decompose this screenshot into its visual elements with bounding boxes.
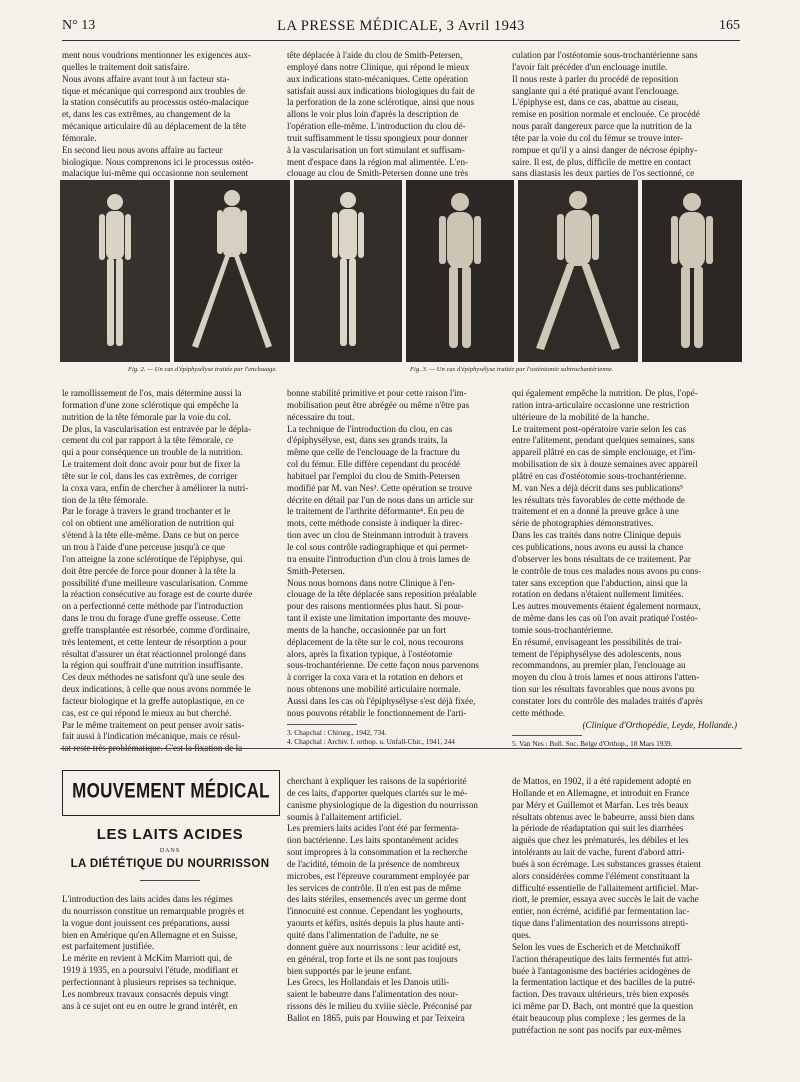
text-line: quelles le traitement doit satisfaire. <box>62 61 190 72</box>
text-line: d'épiphysélyse, est, dans ses grands traits, la <box>287 435 448 446</box>
text-line: allons le voir plus loin d'après la description de <box>287 109 459 120</box>
text-line: ques. <box>512 929 531 940</box>
figure-photographs <box>60 180 742 362</box>
footnote: 5. Van Nes : Bull. Soc. Belge d'Orthop., 18 Mars 1939. <box>512 739 673 749</box>
text-line: la réaction consécutive au forage est de courte durée <box>62 589 253 600</box>
text-line: de Mattos, en 1902, il a été rapidement adopté en <box>512 776 692 786</box>
text-line: tion avec un clou de Steinmann introduit à travers <box>287 530 469 541</box>
text-line: donnent guère aux nourrissons : leur acidité est, <box>287 941 461 952</box>
text-line: ultérieure de la mobilité de la hanche. <box>512 411 650 422</box>
text-line: col on obtient une amélioration de nutrition qui <box>62 518 234 529</box>
text-line: culation par l'ostéotomie sous-trochantérienne sans <box>512 50 698 60</box>
text-line: s'étend à la tête elle-même. Dans ce but on perce <box>62 530 239 541</box>
text-line: saire. Il est, de plus, difficile de mettre en contact <box>512 156 692 167</box>
text-line: nous obtenons une mobilité articulaire normale. <box>287 684 461 695</box>
text-line: on a perfectionné cette méthode par l'introduction <box>62 601 243 612</box>
text-line: dans le trou du forage d'une greffe osseuse. Cette <box>62 613 241 624</box>
text-line: mécanique articulaire dû au déplacement de la tête <box>62 121 247 132</box>
text-line: deux indications, à celle que nous avons nommée le <box>62 684 251 695</box>
text-line: l'avoir fait précéder d'un enclouage inutile. <box>512 61 668 72</box>
figure-3-photo-rotation <box>642 180 742 362</box>
text-line: décrite en détail par l'un de nous dans un article sur <box>287 494 474 505</box>
text-line: d'observer les bons résultats de ce traitement. Par <box>512 553 691 564</box>
text-line: la station consécutifs au processus ostéo-malacique <box>62 97 249 108</box>
text-line: facteur biologique et la greffe autoplastique, en ce <box>62 695 245 706</box>
text-line: malacique lui-même qui occasionne non seulement <box>62 168 249 179</box>
text-line: tater sans exception que l'abduction, ainsi que la <box>512 577 688 588</box>
footnote: 3. Chapchal : Chirurg., 1942, 734. <box>287 727 387 737</box>
text-line: tant il existe une limitation importante des mouve- <box>287 613 471 624</box>
issue-number: N° 13 <box>62 18 96 33</box>
text-line: Aussi dans les cas où l'épiphysélyse s'est déjà fixée, <box>287 695 476 706</box>
middle-column-2 <box>287 388 499 747</box>
text-line: intolérants au lait de vache, furent d'abord attri- <box>512 847 685 858</box>
text-line: bien supportés par le jeune enfant. <box>287 965 412 976</box>
text-line: déplacement de la tête sur le col, nous recourons <box>287 636 464 647</box>
text-line: bonne stabilité primitive et pour cette raison l'im- <box>287 388 467 398</box>
text-line: la coxa vara, enfin de chercher à améliorer la nutri- <box>62 482 249 493</box>
text-line: biologique. Nous comprenons ici le processus ostéo- <box>62 156 254 167</box>
text-line: Les autres mouvements étaient également normaux, <box>512 601 701 612</box>
text-line: habituel par l'emploi du clou de Smith-Petersen <box>287 470 460 481</box>
text-line: ans à ce sujet ont eu en outre le grand intérêt, en <box>62 1000 238 1011</box>
text-line: tement de l'épiphysélyse des adolescents, nous <box>512 648 682 659</box>
text-line: résultat d'assurer un état réactionnel prolongé dans <box>62 648 246 659</box>
text-line: le ramollissement de l'os, mais détermine aussi la <box>62 388 242 398</box>
text-line: tête par la voie du col du fémur se trouve inter- <box>512 132 684 143</box>
text-line: la perforation de la zone sclérotique, ainsi que nous <box>287 97 475 108</box>
text-line: aiguës que chez les prématurés, les débiles et les <box>512 835 689 846</box>
signature: (Clinique d'Orthopédie, Leyde, Hollande.) <box>582 719 737 730</box>
text-line: série de photographies démonstratives. <box>512 518 654 529</box>
text-line: riott, le premier, essaya avec succès le lait de vache <box>512 894 699 905</box>
text-line: En second lieu nous avons affaire au facteur <box>62 144 223 155</box>
top-column-3 <box>512 50 737 179</box>
lower-column-2 <box>287 776 501 1036</box>
text-line: l'on atteigne la zone sclérotique de l'épiphyse, qui <box>62 553 243 564</box>
text-line: difficulté essentielle de l'allaitement artificiel. Mar- <box>512 882 699 893</box>
text-line: un trou à l'aide d'une perceuse jusqu'à ce que <box>62 541 225 552</box>
text-line: sont impropres à la consommation et la recherche <box>287 847 468 858</box>
text-line: satisfait aussi aux indications biologiques du fait de <box>287 85 475 96</box>
text-line: formation d'une zone sclérotique qui empêche la <box>62 399 239 410</box>
text-line: cas, est ce qui répond le mieux au but cherché. <box>62 707 232 718</box>
section-box <box>62 770 280 816</box>
text-line: et, dans les cas extrêmes, au changement de la <box>62 109 231 120</box>
text-line: col du fémur. Elle diffère cependant du procédé <box>287 459 461 470</box>
text-line: cette méthode. <box>512 707 566 718</box>
text-line: la période de réadaptation qui suit les diarrhées <box>512 823 684 834</box>
text-line: ration intra-articulaire occasionne une restriction <box>512 399 690 410</box>
text-line: du nourrisson constitue un remarquable progrès et <box>62 905 245 916</box>
text-line: résultats obtenus avec le babeurre, aussi bien dans <box>512 811 695 822</box>
text-line: les résultats très favorables de cette méthode de <box>512 494 685 505</box>
text-line: microbes, est l'épreuve couramment employée par <box>287 870 470 881</box>
lower-column-1 <box>62 894 278 1024</box>
text-line: canisme physiologique de la digestion du nourrisson <box>287 799 478 810</box>
text-line: recommandons, au premier plan, l'enclouage au <box>512 660 686 671</box>
text-line: nous pouvons rétablir le fonctionnement de l'arti- <box>287 707 467 718</box>
text-line: sanglante qui a été pratiqué avant l'enclouage. <box>512 85 680 96</box>
text-line: employé dans notre Clinique, qui répond le mieux <box>287 61 470 72</box>
text-line: doit être percée de force pour donner à la tête la <box>62 565 236 576</box>
text-line: tat reste très problématique. C'est la fixation de la <box>62 743 243 754</box>
text-line: tête déplacée à l'aide du clou de Smith-Petersen, <box>287 50 463 60</box>
text-line: ici même par D. Bach, ont montré que la question <box>512 1001 694 1012</box>
text-line: tique dans l'alimentation des nourrissons atrepti- <box>512 918 689 929</box>
text-line: entier, non écrémé, acidifié par fermentation lac- <box>512 906 690 917</box>
text-line: putréfaction ne sont pas nocifs par eux-mêmes <box>512 1024 682 1035</box>
text-line: la fermentation lactique et des bacilles de la putré- <box>512 977 696 988</box>
text-line: Par le même traitement on peut penser avoir satis- <box>62 719 245 730</box>
footnote-rule <box>287 724 357 725</box>
text-line: Ces deux méthodes ne satisfont qu'à une seule des <box>62 672 245 683</box>
text-line: Nous nous bornons dans notre Clinique à l'en- <box>287 577 456 588</box>
text-line: nécessaire du tout. <box>287 411 355 422</box>
text-line: clouage au clou de Smith-Petersen donne une très <box>287 168 469 179</box>
text-line: modifié par M. van Nes³. Cette opération se trouve <box>287 482 473 493</box>
text-line: Dans les cas traités dans notre Clinique depuis <box>512 530 681 541</box>
text-line: de l'acidité, témoin de la présence de nombreux <box>287 858 460 869</box>
text-line: tique et mécanique qui correspond aux troubles de <box>62 85 246 96</box>
text-line: appareil plâtré en cas de simple enclouage, et l'im- <box>512 447 696 458</box>
text-line: fait aussi à l'indication mécanique, mais ce résul- <box>62 731 241 742</box>
text-line: Le mérite en revient à McKim Marriott qui, de <box>62 953 232 964</box>
text-line: aux indications stato-mécaniques. Cette opération <box>287 73 469 84</box>
text-line: Hollande et en Allemagne, et introduit en France <box>512 787 690 798</box>
text-line: tion bactérienne. Les laits spontanément acides <box>287 835 459 846</box>
article-subtitle: LA DIÉTÉTIQUE DU NOURRISSON <box>70 858 270 870</box>
text-line: la région qui souffrait d'une nutrition insuffisante. <box>62 660 243 671</box>
running-header <box>62 18 740 41</box>
text-line: La technique de l'introduction du clou, en cas <box>287 423 453 434</box>
text-line: soumis à l'allaitement artificiel. <box>287 811 402 822</box>
text-line: cherchant à expliquer les raisons de la supériorité <box>287 776 467 786</box>
text-line: L'épiphyse est, dans ce cas, abattue au ciseau, <box>512 97 679 108</box>
lower-column-3 <box>512 776 737 1040</box>
section-title: MOUVEMENT MÉDICAL <box>72 778 270 803</box>
text-line: ment d'espace dans la région mal alimentée. L'en- <box>287 156 469 167</box>
text-line: saient le babeurre dans l'alimentation des nour- <box>287 989 459 1000</box>
footnote: 4. Chapchal : Archiv. f. orthop. u. Unfall-Chir., 1941, 244 <box>287 737 455 747</box>
text-line: de même dans les cas où l'on avait pratiqué l'ostéo- <box>512 613 698 624</box>
text-line: L'introduction des laits acides dans les régimes <box>62 894 233 904</box>
figure-2-photo-front <box>60 180 170 362</box>
text-line: les services de contrôle. Il n'en est pas de même <box>287 882 461 893</box>
text-line: bien en Amérique qu'en Allemagne et en Suisse, <box>62 929 238 940</box>
text-line: clouage de la tête déplacée sans reposition préalable <box>287 589 477 600</box>
section-divider <box>60 748 742 749</box>
text-line: Les Grecs, les Hollandais et les Danois utili- <box>287 977 450 988</box>
text-line: qui également empêche la nutrition. De plus, l'opé- <box>512 388 698 398</box>
text-line: en général, trop forte et ils ne sont pas toujours <box>287 953 458 964</box>
footnote-rule <box>512 735 582 736</box>
text-line: remise en position normale et enclouée. Ce procédé <box>512 109 700 120</box>
text-line: cement du col par rapport à la tête fémorale, ce <box>62 435 234 446</box>
text-line: le contrôle de tous ces malades nous avons pu cons- <box>512 565 702 576</box>
text-line: tion de la tête fémorale. <box>62 494 149 505</box>
text-line: alors, après la fixation typique, à l'ostéotomie <box>287 648 453 659</box>
text-line: Ballot en 1865, puis par Houwing et par Teixeira <box>287 1012 465 1023</box>
figure-2-photo-rotation <box>294 180 402 362</box>
text-line: traitement et en a donné la preuve grâce à une <box>512 506 679 517</box>
page-number: 165 <box>719 18 740 33</box>
text-line: quité dans l'alimentation de l'adulte, ne se <box>287 929 439 940</box>
text-line: tomie sous-trochantérienne. <box>512 624 614 635</box>
text-line: M. van Nes a déjà décrit dans ses publications⁵ <box>512 482 684 493</box>
text-line: de ces laits, d'apporter quelques clartés sur le mé- <box>287 787 468 798</box>
text-line: rissons dès le milieu du xviiie siècle. Préconisé par <box>287 1001 473 1012</box>
text-line: l'innocuité est connue. Cependant les yoghourts, <box>287 906 463 917</box>
top-column-1 <box>62 50 274 179</box>
text-line: la vogue dont jouissent ces préparations, aussi <box>62 917 230 928</box>
article-title: LES LAITS ACIDES <box>96 826 244 843</box>
figure-3-photo-front <box>406 180 514 362</box>
text-line: possibilité d'une meilleure vascularisation. Comme <box>62 577 248 588</box>
text-line: nous paraît dangereux parce que la nutrition de la <box>512 121 692 132</box>
text-line: alors considérées comme l'élément constituant la <box>512 870 690 881</box>
text-line: mots, cette méthode consiste à indiquer la direc- <box>287 518 463 529</box>
text-line: le traitement de l'arthrite déformante⁴. En peu de <box>287 506 465 517</box>
text-line: sous-trochantérienne. De cette façon nous parvenons <box>287 660 479 671</box>
text-line: mobilisation de six à douze semaines avec appareil <box>512 459 698 470</box>
text-line: nutrition de la tête fémorale par la voie du col. <box>62 411 231 422</box>
text-line: l'opération elle-même. L'introduction du clou dé- <box>287 121 466 132</box>
text-line: ment nous voudrions mentionner les exigences aux- <box>62 50 251 60</box>
text-line: De plus, la vascularisation est entravée par le dépla- <box>62 423 252 434</box>
text-line: moyen du clou à trois lames et nous attirons l'atten- <box>512 672 700 683</box>
text-line: le col sous contrôle radiographique et qui permet- <box>287 541 469 552</box>
middle-column-1 <box>62 388 274 754</box>
text-line: Le traitement post-opératoire varie selon les cas <box>512 423 687 434</box>
text-line: truit suffisamment le tissu spongieux pour donner <box>287 132 468 143</box>
top-column-2 <box>287 50 499 179</box>
text-line: bués à son écrémage. Les substances grasses étaient <box>512 858 701 869</box>
text-line: tête sur le col, dans les cas extrêmes, de corriger <box>62 470 238 481</box>
text-line: En résumé, envisageant les possibilités de trai- <box>512 636 682 647</box>
text-line: l'action thérapeutique des laits fermentés fut attri- <box>512 953 693 964</box>
text-line: ments de la hanche, occasionnée par un fort <box>287 624 447 635</box>
text-line: tion sur les résultats favorables que nous avons pu <box>512 684 695 695</box>
text-line: fémorale. <box>62 132 97 143</box>
text-line: rompue et qu'il y a ainsi danger de nécrose épiphy- <box>512 144 698 155</box>
text-line: à la vascularisation un fort stimulant et suffisam- <box>287 144 465 155</box>
article-title-connector: DANS <box>159 848 181 854</box>
text-line: plâtré en cas d'ostéotomie sous-trochantérienne. <box>512 470 687 481</box>
text-line: constater lors du contrôle des malades traités d'après <box>512 695 703 706</box>
text-line: est parfaitement justifiée. <box>62 941 155 952</box>
text-line: mobilisation peut être abrégée ou même n'être pas <box>287 399 470 410</box>
text-line: Il nous reste à parler du procédé de reposition <box>512 73 679 84</box>
figure-3-caption: Fig. 3. — Un cas d'épiphysélyse traitée par l'ostéotomie subtrochantérienne. <box>410 366 614 373</box>
middle-column-3 <box>512 388 737 749</box>
text-line: 1919 à 1935, en a poursuivi l'étude, modifiant et <box>62 965 238 976</box>
figure-2-photo-abduction <box>174 180 290 362</box>
text-line: pour des raisons mentionnées plus haut. Si pour- <box>287 601 464 612</box>
text-line: très lentement, et cette lenteur de résorption a pour <box>62 636 247 647</box>
figure-2-caption: Fig. 2. — Un cas d'épiphysélyse traitée par l'enclouage. <box>128 366 278 373</box>
text-line: Le traitement doit donc avoir pour but de fixer la <box>62 459 241 470</box>
journal-title: LA PRESSE MÉDICALE, 3 Avril 1943 <box>277 18 525 34</box>
text-line: faction. Des travaux ultérieurs, très bien exposés <box>512 989 689 1000</box>
text-line: qui a pour conséquence un trouble de la nutrition. <box>62 447 243 458</box>
text-line: tra ensuite l'introduction d'un clou à trois lames de <box>287 553 471 564</box>
text-line: buée à l'antagonisme des bactéries acidogènes de <box>512 965 691 976</box>
figure-3-photo-abduction <box>518 180 638 362</box>
text-line: même que celle de l'enclouage de la fracture du <box>287 447 460 458</box>
text-line: sans diastasis les deux parties de l'os sectionné, ce <box>512 168 695 179</box>
text-line: yaourts et kéfirs, usités depuis la plus haute anti- <box>287 918 465 929</box>
text-line: Par le forage à travers le grand trochanter et le <box>62 506 231 517</box>
text-line: Les nombreux travaux consacrés depuis vingt <box>62 988 229 999</box>
text-line: était beaucoup plus complexe ; les germes de la <box>512 1012 686 1023</box>
text-line: par Méry et Guillemot et Marfan. Les très beaux <box>512 799 689 810</box>
text-line: Selon les vues de Escherich et de Metchnikoff <box>512 941 681 952</box>
text-line: Smith-Petersen. <box>287 565 345 576</box>
text-line: perfectionnant à plusieurs reprises sa technique. <box>62 976 237 987</box>
text-line: greffe transplantée est résorbée, comme d'ordinaire, <box>62 624 251 635</box>
text-line: à corriger la coxa vara et la rotation en dehors et <box>287 672 463 683</box>
text-line: des laits stériles, ensemencés avec un germe dont <box>287 894 467 905</box>
text-line: rotation en dedans n'étaient nullement limitées. <box>512 589 684 600</box>
text-line: Les premiers laits acides l'ont été par fermenta- <box>287 823 460 834</box>
text-line: ces publications, nous avons eu aussi la chance <box>512 541 684 552</box>
text-line: entre l'alitement, pendant quelques semaines, sans <box>512 435 695 446</box>
title-rule <box>140 880 200 881</box>
text-line: Nous avons affaire avant tout à un facteur sta- <box>62 73 230 84</box>
